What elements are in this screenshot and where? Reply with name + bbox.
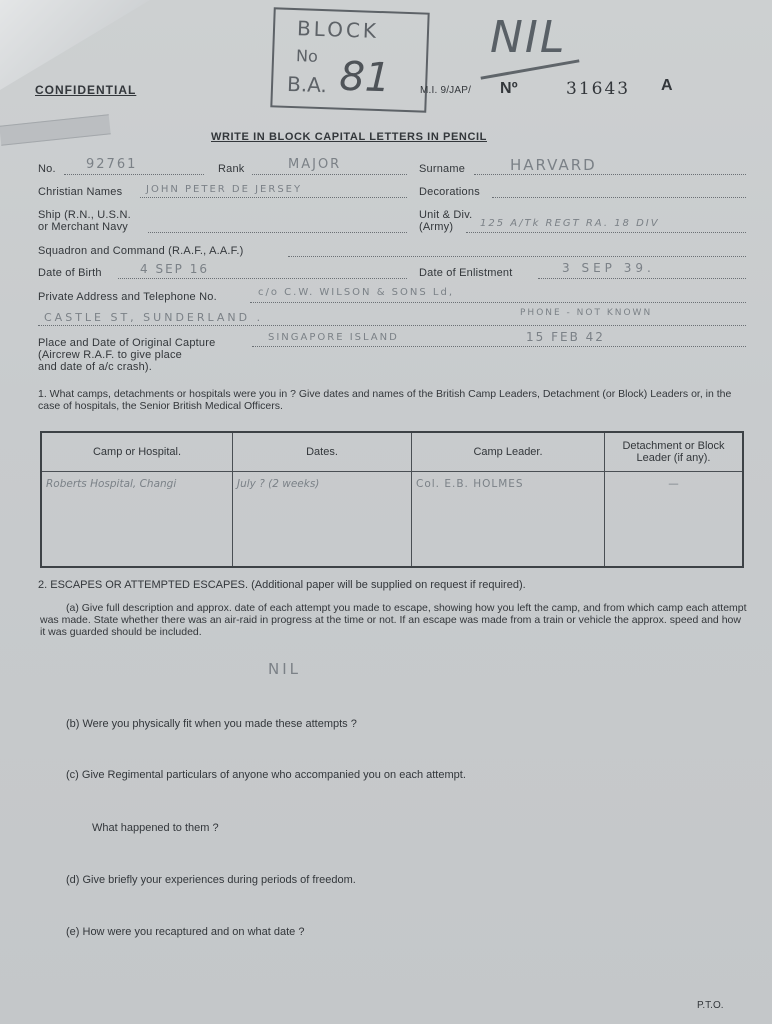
ship-label-1: Ship (R.N., U.S.N.: [38, 209, 131, 221]
q2d-text: (d) Give briefly your experiences during periods of freedom.: [66, 874, 356, 886]
q2c2-text: What happened to them ?: [92, 822, 219, 834]
serial-number: 31643: [566, 79, 631, 99]
q2a-answer: NIL: [268, 660, 302, 678]
th-camp-leader: Camp Leader.: [412, 432, 605, 472]
surname-line: [474, 174, 746, 175]
surname-label: Surname: [419, 163, 466, 175]
address-line-1: [250, 302, 746, 303]
stamp-line2: No: [295, 46, 319, 66]
dob-label: Date of Birth: [38, 267, 102, 279]
decorations-label: Decorations: [419, 186, 480, 198]
rank-line: [252, 174, 407, 175]
stamp-line3: B.A.: [286, 71, 328, 98]
block-stamp: [270, 7, 429, 112]
surname-value: HARVARD: [510, 156, 597, 174]
th-detachment: Detachment or Block Leader (if any).: [605, 432, 744, 472]
address-line-2: [38, 325, 746, 326]
no-symbol: Nº: [500, 80, 518, 97]
dob-value: 4 SEP 16: [140, 262, 209, 276]
ship-line: [148, 232, 407, 233]
rank-label: Rank: [218, 163, 245, 175]
stamp-number: 81: [338, 53, 392, 102]
cell-camp: Roberts Hospital, Changi: [41, 472, 233, 568]
capture-label-3: and date of a/c crash).: [38, 361, 153, 373]
q2b-text: (b) Were you physically fit when you made these attempts ?: [66, 718, 357, 730]
unit-line: [466, 232, 746, 233]
serial-suffix: A: [661, 77, 673, 94]
phone-value: PHONE - NOT KNOWN: [520, 308, 653, 318]
instruction-heading: WRITE IN BLOCK CAPITAL LETTERS IN PENCIL: [211, 131, 487, 143]
no-value: 92761: [86, 157, 138, 172]
tape-strip: [0, 114, 111, 145]
christian-names-value: JOHN PETER DE JERSEY: [146, 184, 303, 195]
folded-corner: [0, 0, 150, 90]
enlistment-value: 3 SEP 39.: [562, 261, 655, 275]
address-value-2: CASTLE ST, SUNDERLAND .: [44, 311, 264, 324]
no-line: [64, 174, 204, 175]
q1-text: 1. What camps, detachments or hospitals were you in ? Give dates and names of the British Camp Leaders, Detachment (or Block) Leaders or, in the case of hospitals, the Senior British Medical Officers.: [38, 388, 732, 412]
pto-label: P.T.O.: [697, 1000, 724, 1011]
squadron-line: [288, 256, 746, 257]
capture-line: [252, 346, 746, 347]
nil-mark: NIL: [490, 12, 567, 63]
address-label: Private Address and Telephone No.: [38, 291, 217, 303]
capture-place: SINGAPORE ISLAND: [268, 332, 399, 343]
unit-value: 125 A/Tk REGT RA. 18 DIV: [480, 218, 660, 229]
confidential-label: CONFIDENTIAL: [35, 83, 137, 97]
ship-label-2: or Merchant Navy: [38, 221, 129, 233]
christian-names-line: [140, 197, 407, 198]
capture-label-1: Place and Date of Original Capture: [38, 337, 216, 349]
squadron-label: Squadron and Command (R.A.F., A.A.F.): [38, 245, 244, 257]
th-camp: Camp or Hospital.: [41, 432, 233, 472]
q2a-text: (a) Give full description and approx. date of each attempt you made to escape, showing how you left the camp, and from which camp each attempt was made. State whether there was an air-raid in progress at the time or not. If an escape was made from a train or vehicle the approx. speed and how it was guarded should be included.: [40, 602, 747, 638]
stamp-line1: BLOCK: [296, 16, 380, 43]
form-ref: M.I. 9/JAP/: [420, 85, 472, 96]
unit-label-1: Unit & Div.: [419, 209, 473, 221]
enlistment-line: [538, 278, 746, 279]
cell-leader: Col. E.B. HOLMES: [412, 472, 605, 568]
q2-heading: 2. ESCAPES OR ATTEMPTED ESCAPES. (Additional paper will be supplied on request if required).: [38, 579, 526, 591]
table-row: [41, 472, 743, 568]
cell-dates: July ? (2 weeks): [233, 472, 412, 568]
th-dates: Dates.: [233, 432, 412, 472]
rank-value: MAJOR: [288, 157, 342, 172]
dob-line: [118, 278, 407, 279]
unit-label-2: (Army): [419, 221, 454, 233]
decorations-line: [492, 197, 746, 198]
enlistment-label: Date of Enlistment: [419, 267, 513, 279]
q2c-text: (c) Give Regimental particulars of anyone who accompanied you on each attempt.: [66, 769, 466, 781]
christian-names-label: Christian Names: [38, 186, 123, 198]
q2e-text: (e) How were you recaptured and on what date ?: [66, 926, 305, 938]
camps-table: [40, 431, 744, 568]
address-value-1: c/o C.W. WILSON & SONS Ld,: [258, 287, 455, 298]
no-label: No.: [38, 163, 56, 175]
capture-label-2: (Aircrew R.A.F. to give place: [38, 349, 182, 361]
cell-detachment: —: [605, 472, 744, 568]
capture-date: 15 FEB 42: [526, 330, 605, 344]
